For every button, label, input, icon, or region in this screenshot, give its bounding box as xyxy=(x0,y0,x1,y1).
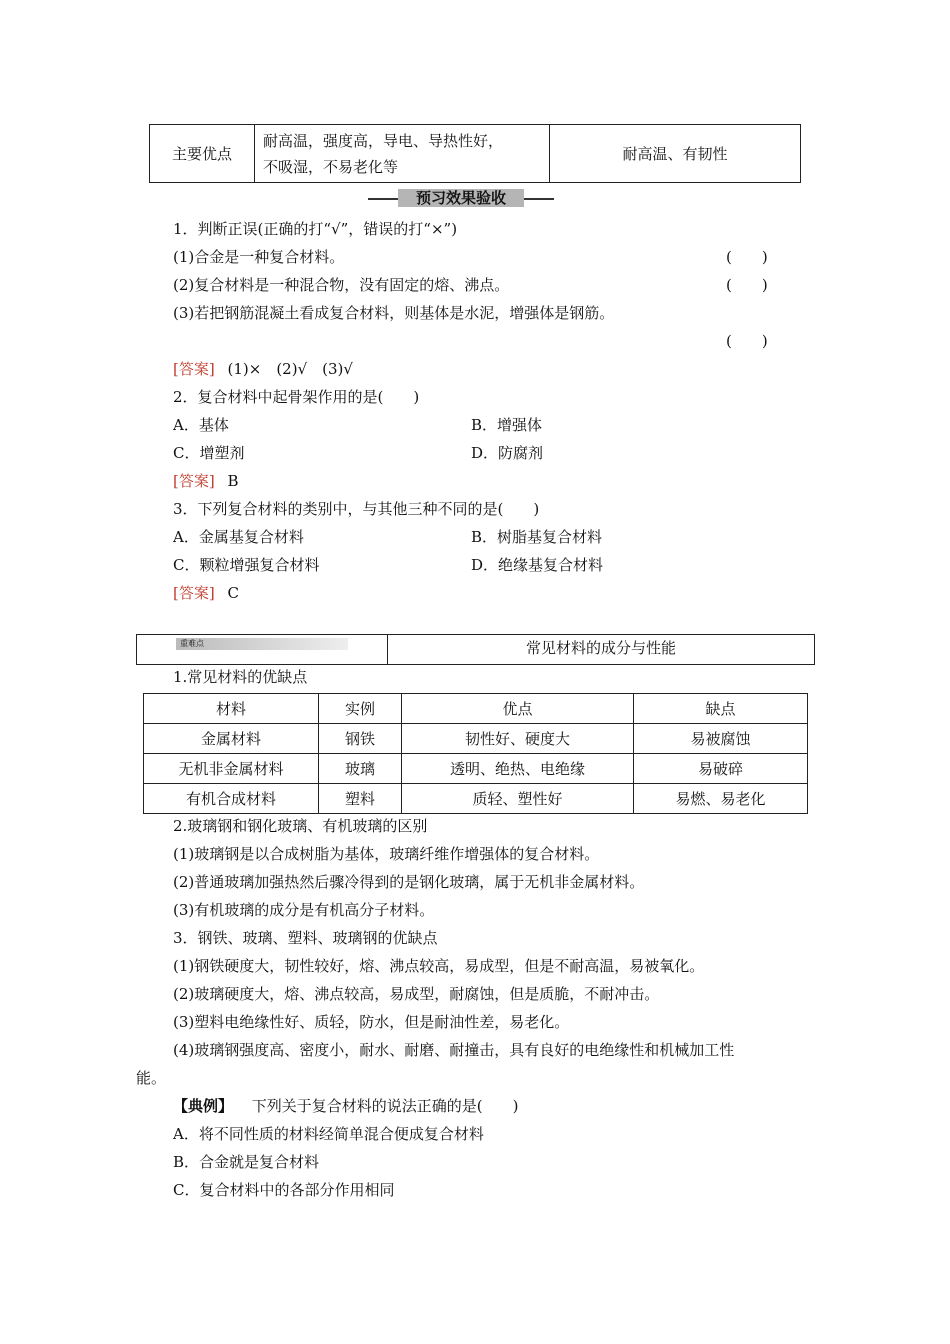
p1-title: 1.常见材料的优缺点 xyxy=(173,668,308,686)
example-stem xyxy=(173,1095,519,1116)
answer-tag: [答案] xyxy=(173,360,215,378)
q3-stem: 3．下列复合材料的类别中，与其他三种不同的是( ) xyxy=(173,500,540,518)
section-banner xyxy=(368,189,554,207)
header-example: 实例 xyxy=(319,694,402,724)
q2-answer xyxy=(173,470,239,491)
table-cell: 塑料 xyxy=(319,784,402,814)
q1-answer xyxy=(173,358,353,379)
header-advantages: 优点 xyxy=(402,694,634,724)
q2-option-c: C．增塑剂 xyxy=(173,444,245,462)
p2-line-3: (3)有机玻璃的成分是有机高分子材料。 xyxy=(173,901,435,919)
table-cell: 玻璃 xyxy=(319,754,402,784)
table-cell: 韧性好、硬度大 xyxy=(402,724,634,754)
q2-option-b: B．增强体 xyxy=(471,416,543,434)
p3-line-1: (1)钢铁硬度大，韧性较好，熔、沸点较高，易成型，但是不耐高温，易被氧化。 xyxy=(173,957,705,975)
q2-stem: 2．复合材料中起骨架作用的是( ) xyxy=(173,388,420,406)
table-cell: 质轻、塑性好 xyxy=(402,784,634,814)
example-option-a: A．将不同性质的材料经简单混合便成复合材料 xyxy=(173,1125,484,1143)
answer-text: C xyxy=(227,584,239,602)
materials-table xyxy=(143,693,808,814)
table-cell: 易被腐蚀 xyxy=(634,724,808,754)
header-material: 材料 xyxy=(144,694,319,724)
q3-option-a: A．金属基复合材料 xyxy=(173,528,304,546)
advantages-cell xyxy=(255,125,550,183)
answer-tag: [答案] xyxy=(173,472,215,490)
p2-title: 2.玻璃钢和钢化玻璃、有机玻璃的区别 xyxy=(173,817,428,835)
advantages-cell-2: 耐高温、有韧性 xyxy=(550,125,801,183)
answer-text: B xyxy=(227,472,239,490)
advantages-line-1: 耐高温，强度高，导电、导热性好， xyxy=(263,131,504,150)
answer-tag: [答案] xyxy=(173,584,215,602)
section-tag-image: 重难点 xyxy=(176,638,348,650)
table-cell: 金属材料 xyxy=(144,724,319,754)
q1-item-2: (2)复合材料是一种混合物，没有固定的熔、沸点。 xyxy=(173,276,510,294)
q3-option-b: B．树脂基复合材料 xyxy=(471,528,603,546)
table-cell: 无机非金属材料 xyxy=(144,754,319,784)
p3-line-3: (3)塑料电绝缘性好、质轻，防水，但是耐油性差，易老化。 xyxy=(173,1013,570,1031)
banner-title: 预习效果验收 xyxy=(398,189,524,207)
header-disadvantages: 缺点 xyxy=(634,694,808,724)
table-cell: 钢铁 xyxy=(319,724,402,754)
p2-line-2: (2)普通玻璃加强热然后骤冷得到的是钢化玻璃，属于无机非金属材料。 xyxy=(173,873,645,891)
example-option-c: C．复合材料中的各部分作用相同 xyxy=(173,1181,395,1199)
advantages-line-2: 不吸湿，不易老化等 xyxy=(263,157,399,176)
example-option-b: B．合金就是复合材料 xyxy=(173,1153,320,1171)
q1-paren-1: ( ) xyxy=(726,248,768,266)
p3-line-4: (4)玻璃钢强度高、密度小，耐水、耐磨、耐撞击，具有良好的电绝缘性和机械加工性 xyxy=(173,1041,735,1059)
q3-option-d: D．绝缘基复合材料 xyxy=(471,556,604,574)
example-text: 下列关于复合材料的说法正确的是( ) xyxy=(251,1097,519,1115)
p3-line-4-wrap: 能。 xyxy=(136,1069,167,1087)
p2-line-1: (1)玻璃钢是以合成树脂为基体，玻璃纤维作增强体的复合材料。 xyxy=(173,845,600,863)
table-cell: 有机合成材料 xyxy=(144,784,319,814)
q1-item-3: (3)若把钢筋混凝土看成复合材料，则基体是水泥，增强体是钢筋。 xyxy=(173,304,615,322)
q3-answer xyxy=(173,582,239,603)
q1-item-1: (1)合金是一种复合材料。 xyxy=(173,248,345,266)
q2-option-d: D．防腐剂 xyxy=(471,444,544,462)
table-cell: 易破碎 xyxy=(634,754,808,784)
p3-line-2: (2)玻璃硬度大，熔、沸点较高，易成型，耐腐蚀，但是质脆，不耐冲击。 xyxy=(173,985,660,1003)
q1-stem: 1．判断正误(正确的打“√”，错误的打“×”) xyxy=(173,220,458,238)
properties-table xyxy=(149,124,801,183)
q1-paren-2: ( ) xyxy=(726,276,768,294)
row-label: 主要优点 xyxy=(150,125,255,183)
section-title: 常见材料的成分与性能 xyxy=(388,635,815,665)
q3-option-c: C．颗粒增强复合材料 xyxy=(173,556,320,574)
example-tag: 【典例】 xyxy=(173,1097,234,1115)
p3-title: 3．钢铁、玻璃、塑料、玻璃钢的优缺点 xyxy=(173,929,438,947)
answer-text: (1)× (2)√ (3)√ xyxy=(227,360,353,378)
q2-option-a: A．基体 xyxy=(173,416,229,434)
q1-paren-3: ( ) xyxy=(726,332,768,350)
table-cell: 透明、绝热、电绝缘 xyxy=(402,754,634,784)
table-cell: 易燃、易老化 xyxy=(634,784,808,814)
